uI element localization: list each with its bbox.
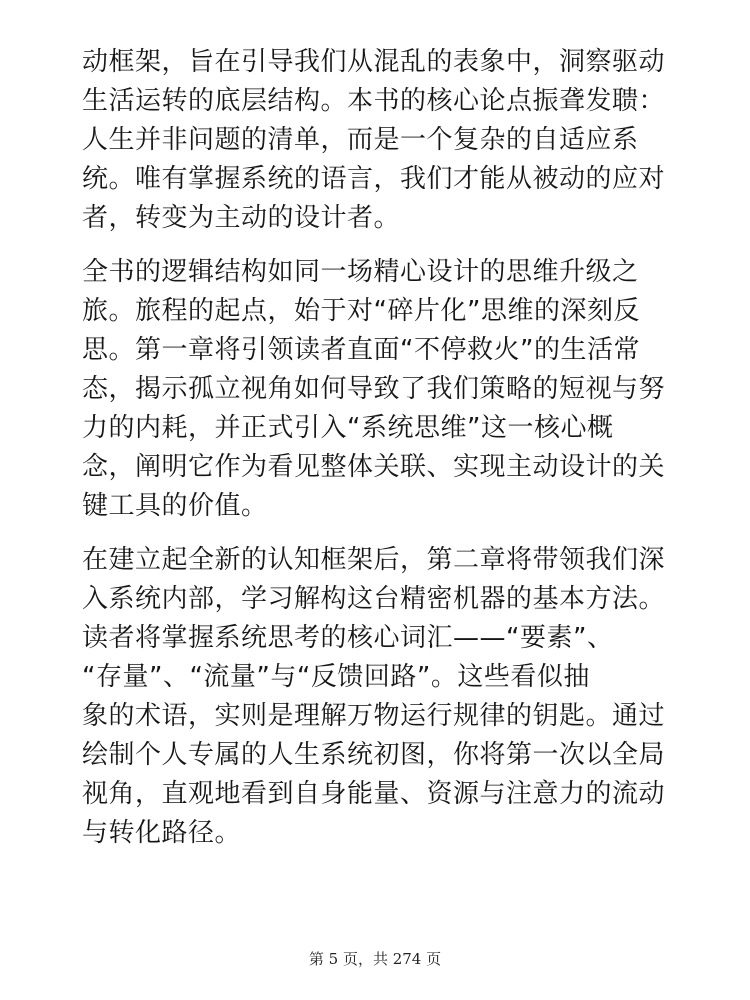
paragraph-1: 动框架，旨在引导我们从混乱的表象中，洞察驱动 生活运转的底层结构。本书的核心论点振聋发聩： 人生并非问题的清单，而是一个复杂的自适应系 统。唯有掌握系统的语言，我们才能从被动的应对 者，转变为主动的设计者。 <box>82 47 666 233</box>
paragraph-3: 在建立起全新的认知框架后，第二章将带领我们深 入系统内部，学习解构这台精密机器的基本方法。 读者将掌握系统思考的核心词汇——“要素”、 “存量”、“流量”与“反馈回路”。这些看似抽 象的术语，实则是理解万物运行规律的钥匙。通过 绘制个人专属的人生系统初图，你将第一次以全局 视角，直观地看到自身能量、资源与注意力的流动 与转化路径。 <box>82 545 666 848</box>
page-number-footer: 第 5 页，共 274 页 <box>308 950 442 968</box>
paragraph-2: 全书的逻辑结构如同一场精心设计的思维升级之 旅。旅程的起点，始于对“碎片化”思维的深刻反 思。第一章将引领读者直面“不停救火”的生活常 态，揭示孤立视角如何导致了我们策略的短视与努 力的内耗，并正式引入“系统思维”这一核心概 念，阐明它作为看见整体关联、实现主动设计的关 键工具的价值。 <box>82 257 666 521</box>
page-body <box>82 43 672 868</box>
